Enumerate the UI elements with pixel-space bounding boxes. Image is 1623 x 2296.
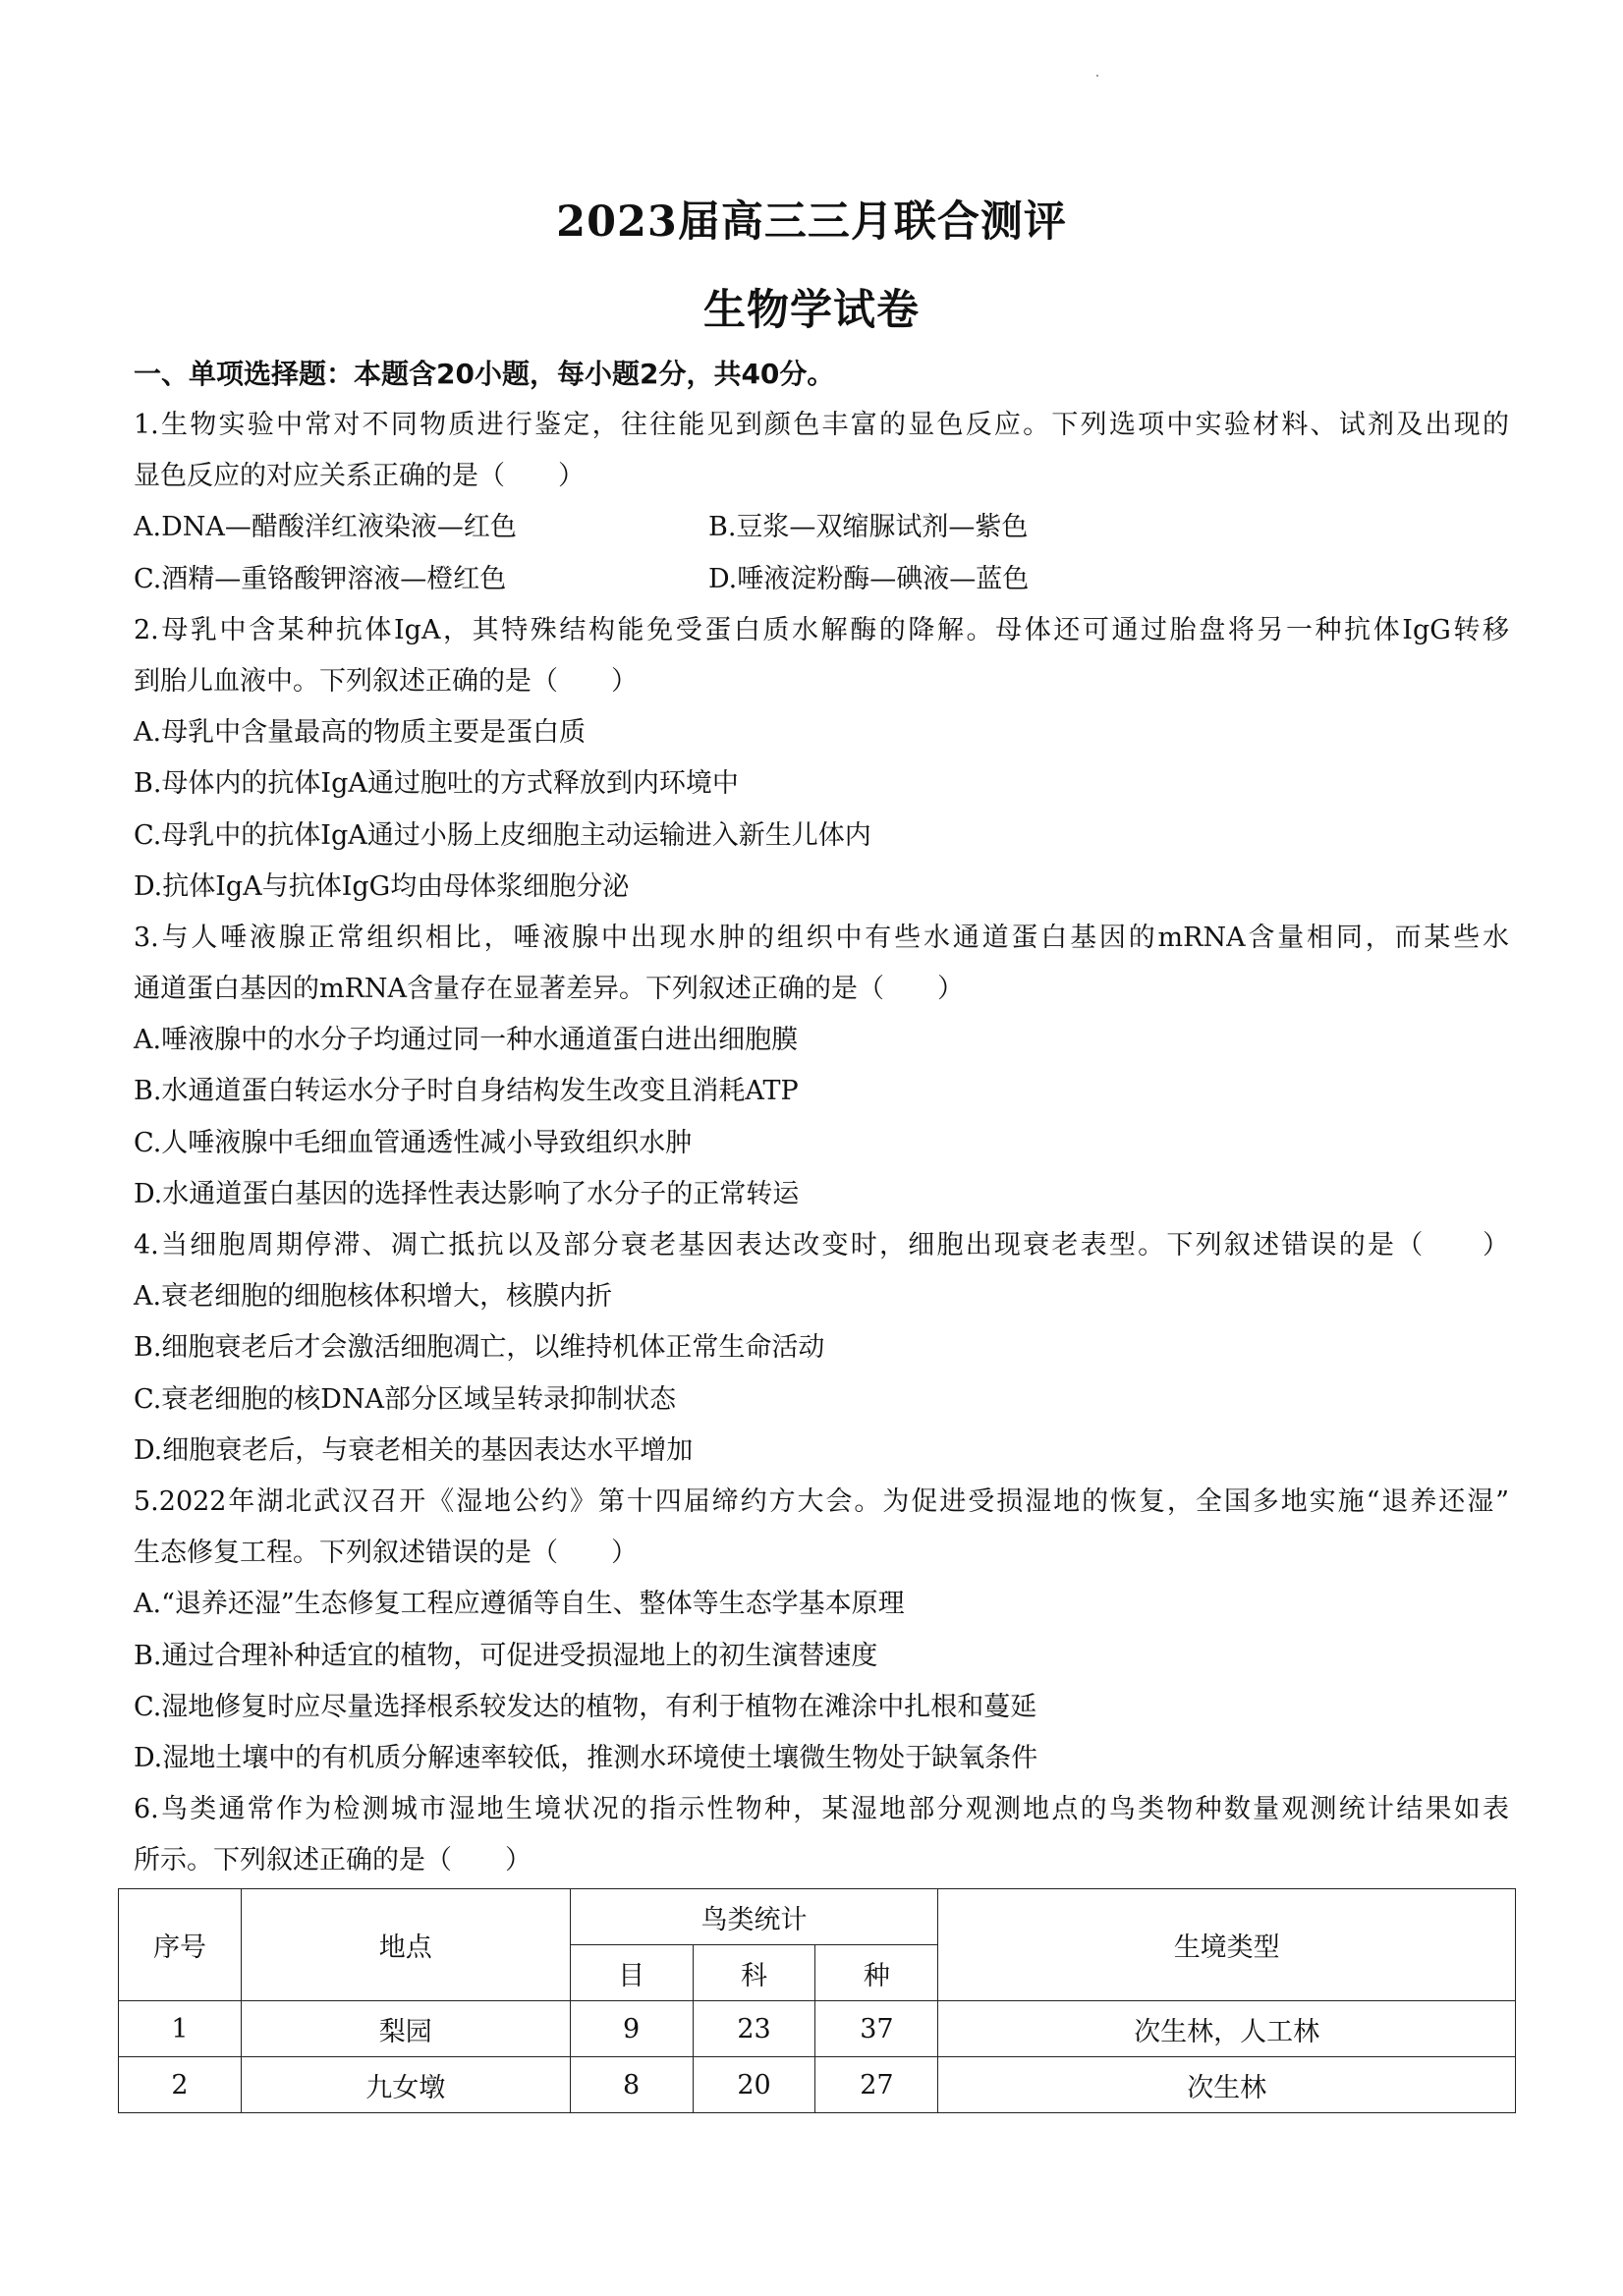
cell-order: 9	[570, 2001, 693, 2057]
question-stem-line: 6.鸟类通常作为检测城市湿地生境状况的指示性物种，某湿地部分观测地点的鸟类物种数量观测统计结果如表	[134, 1794, 1509, 1825]
header-site: 地点	[241, 1889, 570, 2001]
question-stem-line: 通道蛋白基因的mRNA含量存在显著差异。下列叙述正确的是（ ）	[134, 974, 965, 1005]
cell-index: 1	[119, 2001, 242, 2057]
option-c: C.母乳中的抗体IgA通过小肠上皮细胞主动运输进入新生儿体内	[134, 819, 871, 851]
cell-species: 27	[815, 2057, 938, 2113]
question-stem-line: 3.与人唾液腺正常组织相比，唾液腺中出现水肿的组织中有些水通道蛋白基因的mRNA含量相同，而某些水	[134, 922, 1509, 953]
option-c: C.衰老细胞的核DNA部分区域呈转录抑制状态	[134, 1383, 677, 1415]
option-b: B.豆浆—双缩脲试剂—紫色	[708, 512, 1029, 543]
option-b: B.水通道蛋白转运水分子时自身结构发生改变且消耗ATP	[134, 1076, 799, 1107]
question-stem-line: 5.2022年湖北武汉召开《湿地公约》第十四届缔约方大会。为促进受损湿地的恢复，全国多地实施“退养还湿”	[134, 1485, 1509, 1517]
option-a: A.衰老细胞的细胞核体积增大，核膜内折	[134, 1281, 613, 1313]
question-stem-line: 4.当细胞周期停滞、凋亡抵抗以及部分衰老基因表达改变时，细胞出现衰老表型。下列叙述错误的是（ ）	[134, 1230, 1509, 1260]
header-index: 序号	[119, 1889, 242, 2001]
exam-content	[134, 349, 1509, 1886]
cell-family: 20	[693, 2057, 815, 2113]
option-c: C.酒精—重铬酸钾溶液—橙红色	[134, 563, 507, 594]
cell-site: 梨园	[241, 2001, 570, 2057]
option-c: C.湿地修复时应尽量选择根系较发达的植物，有利于植物在滩涂中扎根和蔓延	[134, 1691, 1037, 1722]
header-habitat: 生境类型	[938, 1889, 1516, 2001]
option-b: B.通过合理补种适宜的植物，可促进受损湿地上的初生演替速度	[134, 1640, 878, 1671]
cell-index: 2	[119, 2057, 242, 2113]
option-a: A.DNA—醋酸洋红液染液—红色	[134, 512, 517, 543]
option-row	[134, 502, 1509, 553]
section-heading: 一、单项选择题：本题含20小题，每小题2分，共40分。	[134, 358, 835, 390]
option-b: B.细胞衰老后才会激活细胞凋亡，以维持机体正常生命活动	[134, 1332, 825, 1364]
cell-habitat: 次生林，人工林	[938, 2001, 1516, 2057]
table-header-row	[119, 1889, 1516, 1945]
option-a: A.母乳中含量最高的物质主要是蛋白质	[134, 717, 587, 749]
question-3	[134, 913, 1509, 1220]
option-a: A.“退养还湿”生态修复工程应遵循等自生、整体等生态学基本原理	[134, 1589, 905, 1620]
question-stem-line: 所示。下列叙述正确的是（ ）	[134, 1845, 532, 1876]
scan-speck	[1096, 75, 1098, 77]
question-stem-line: 到胎儿血液中。下列叙述正确的是（ ）	[134, 665, 638, 697]
question-6	[134, 1784, 1509, 1886]
exam-title: 2023届高三三月联合测评	[556, 197, 1067, 247]
question-stem-line: 2.母乳中含某种抗体IgA，其特殊结构能免受蛋白质水解酶的降解。母体还可通过胎盘将另一种抗体IgG转移	[134, 614, 1509, 645]
option-d: D.唾液淀粉酶—碘液—蓝色	[708, 563, 1030, 594]
question-1	[134, 400, 1509, 605]
option-row	[134, 554, 1509, 605]
header-family: 科	[693, 1945, 815, 2001]
cell-species: 37	[815, 2001, 938, 2057]
question-stem-line: 1.生物实验中常对不同物质进行鉴定，往往能见到颜色丰富的显色反应。下列选项中实验材料、试剂及出现的	[134, 410, 1509, 440]
question-5	[134, 1477, 1509, 1784]
table-row	[119, 2001, 1516, 2057]
cell-habitat: 次生林	[938, 2057, 1516, 2113]
header-species: 种	[815, 1945, 938, 2001]
question-stem-line: 生态修复工程。下列叙述错误的是（ ）	[134, 1538, 638, 1569]
exam-subtitle: 生物学试卷	[703, 286, 920, 335]
cell-family: 23	[693, 2001, 815, 2057]
option-d: D.抗体IgA与抗体IgG均由母体浆细胞分泌	[134, 870, 630, 902]
header-order: 目	[570, 1945, 693, 2001]
cell-site: 九女墩	[241, 2057, 570, 2113]
option-d: D.细胞衰老后，与衰老相关的基因表达水平增加	[134, 1434, 694, 1466]
header-bird-stats: 鸟类统计	[570, 1889, 938, 1945]
bird-survey-table	[118, 1888, 1516, 2113]
option-d: D.湿地土壤中的有机质分解速率较低，推测水环境使土壤微生物处于缺氧条件	[134, 1742, 1038, 1773]
cell-order: 8	[570, 2057, 693, 2113]
question-4	[134, 1220, 1509, 1477]
option-b: B.母体内的抗体IgA通过胞吐的方式释放到内环境中	[134, 768, 739, 800]
option-d: D.水通道蛋白基因的选择性表达影响了水分子的正常转运	[134, 1178, 800, 1209]
question-stem-line: 显色反应的对应关系正确的是（ ）	[134, 461, 585, 492]
option-a: A.唾液腺中的水分子均通过同一种水通道蛋白进出细胞膜	[134, 1025, 799, 1056]
question-2	[134, 605, 1509, 913]
option-c: C.人唾液腺中毛细血管通透性减小导致组织水肿	[134, 1127, 693, 1158]
table-row	[119, 2057, 1516, 2113]
